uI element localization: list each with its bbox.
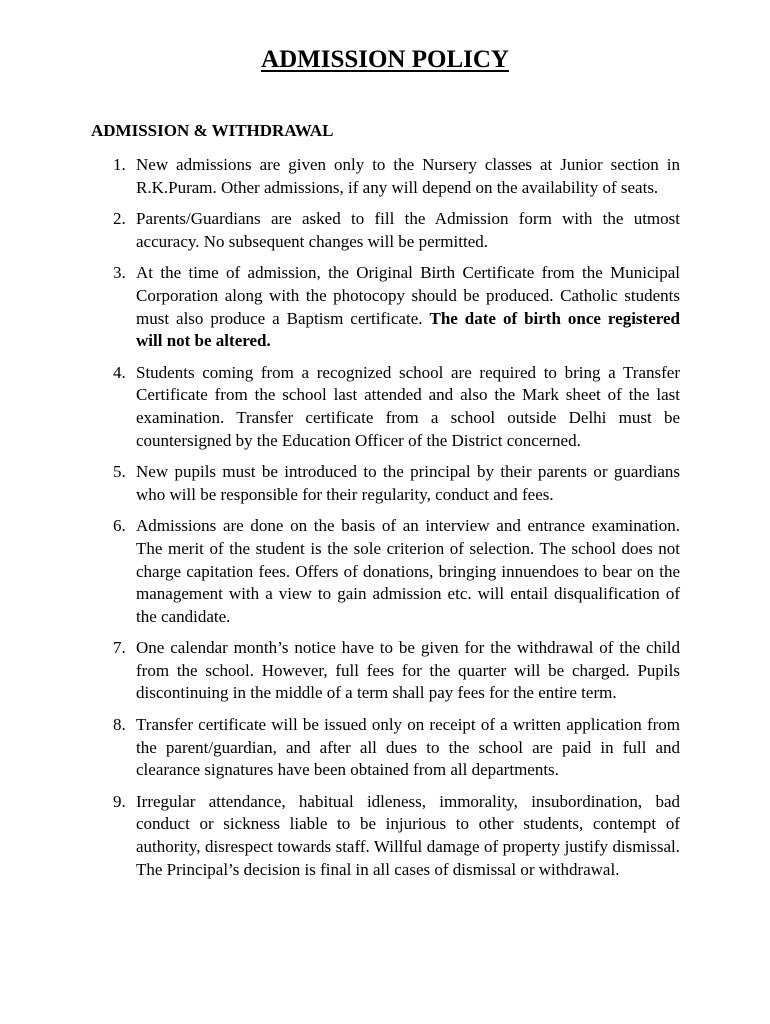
- list-item: [92, 791, 680, 881]
- item-number: 1.: [113, 155, 126, 174]
- item-text: New pupils must be introduced to the principal by their parents or guardians who will be responsible for their regularity, conduct and fees.: [136, 462, 680, 504]
- item-number: 9.: [113, 791, 126, 811]
- list-item: [92, 461, 680, 506]
- section-heading: ADMISSION & WITHDRAWAL: [91, 121, 334, 140]
- item-number: 8.: [113, 715, 126, 735]
- item-text: Irregular attendance, habitual idleness, immorality, insubordination, bad conduct or sickness liable to be injurious to other students, contempt of authority, disrespect towards staff. Willful damage of property justify dismissal. The Principal’s decision is final in all cases of dismissal or withdrawal.: [136, 791, 680, 879]
- item-text: One calendar month’s notice have to be given for the withdrawal of the child from the school. However, full fees for the quarter will be charged. Pupils discontinuing in the middle of a term shall pay fees for the entire term.: [136, 638, 680, 703]
- item-text: Transfer certificate will be issued only on receipt of a written application from the parent/guardian, and after all dues to the school are paid in full and clearance signatures have been obtained from all departments.: [136, 715, 680, 780]
- item-number: 2.: [113, 209, 126, 229]
- item-number: 4.: [113, 362, 126, 382]
- item-text: New admissions are given only to the Nursery classes at Junior section in R.K.Puram. Other admissions, if any will depend on the availability of seats.: [136, 155, 680, 197]
- item-text: At the time of admission, the Original Birth Certificate from the Municipal Corporation along with the photocopy should be produced. Catholic students must also produce a Baptism certificate. The date of birth once registered will not be altered.: [136, 263, 680, 351]
- list-item: [92, 154, 680, 199]
- item-number: 3.: [113, 263, 126, 283]
- item-text: Students coming from a recognized school are required to bring a Transfer Certificate from the school last attended and also the Mark sheet of the last examination. Transfer certificate from a school outside Delhi must be countersigned by the Education Officer of the District concerned.: [136, 362, 680, 450]
- item-text: Admissions are done on the basis of an interview and entrance examination. The merit of the student is the sole criterion of selection. The school does not charge capitation fees. Offers of donations, bringing innuendoes to bear on the management with a view to gain admission etc. will entail disqualification of the candidate.: [136, 516, 680, 626]
- list-item: [92, 208, 680, 253]
- item-bold-text: The date of birth once registered will not be altered.: [136, 308, 680, 351]
- list-item: [92, 637, 680, 705]
- list-item: [92, 714, 680, 782]
- list-item: [92, 262, 680, 352]
- item-number: 7.: [113, 638, 126, 658]
- list-item: [92, 515, 680, 628]
- item-number: 6.: [113, 516, 126, 536]
- item-number: 5.: [113, 462, 126, 482]
- page-title: ADMISSION POLICY: [261, 46, 509, 73]
- policy-list: [92, 154, 680, 890]
- list-item: [92, 362, 680, 452]
- item-text: Parents/Guardians are asked to fill the Admission form with the utmost accuracy. No subsequent changes will be permitted.: [136, 209, 680, 251]
